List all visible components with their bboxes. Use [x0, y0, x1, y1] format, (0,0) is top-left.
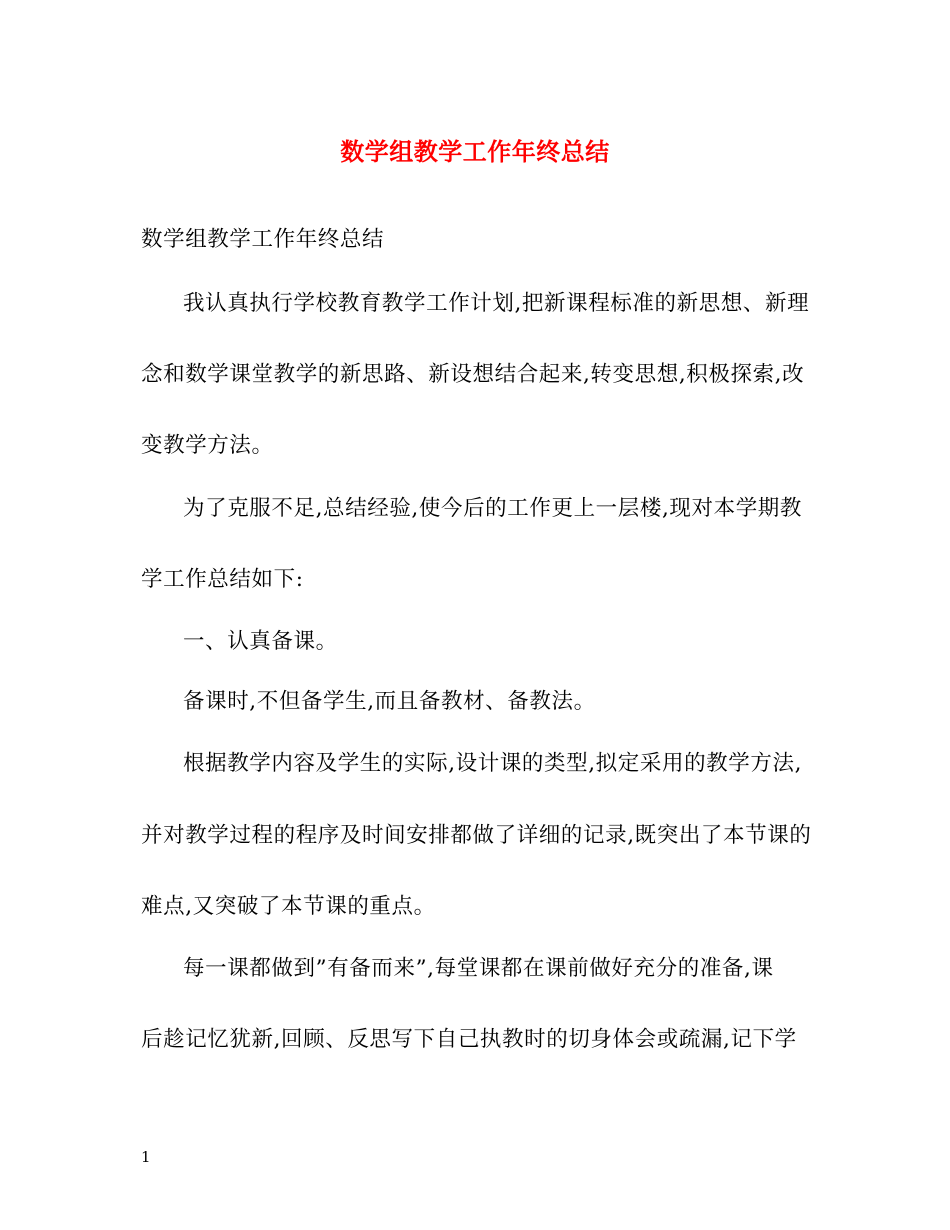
paragraph-line: 念和数学课堂教学的新思路、新设想结合起来,转变思想,积极探索,改 — [141, 362, 805, 387]
paragraph-line: 变教学方法。 — [141, 433, 274, 458]
paragraph-line: 并对教学过程的程序及时间安排都做了详细的记录,既突出了本节课的 — [141, 823, 812, 848]
paragraph-line: 我认真执行学校教育教学工作计划,把新课程标准的新思想、新理 — [183, 291, 810, 316]
section-heading: 一、认真备课。 — [183, 629, 338, 654]
paragraph-line: 根据教学内容及学生的实际,设计课的类型,拟定采用的教学方法, — [183, 751, 803, 776]
page-number: 1 — [141, 1148, 151, 1166]
paragraph-line: 每一课都做到”有备而来”,每堂课都在课前做好充分的准备,课 — [183, 956, 774, 981]
paragraph-line: 为了克服不足,总结经验,使今后的工作更上一层楼,现对本学期教 — [183, 496, 803, 521]
paragraph-line: 后趁记忆犹新,回顾、反思写下自己执教时的切身体会或疏漏,记下学 — [141, 1027, 797, 1052]
document-title: 数学组教学工作年终总结 — [340, 137, 610, 166]
paragraph-line: 难点,又突破了本节课的重点。 — [141, 894, 436, 919]
paragraph-line: 备课时,不但备学生,而且备教材、备教法。 — [183, 689, 596, 714]
paragraph-line: 学工作总结如下: — [141, 567, 304, 592]
subtitle-line: 数学组教学工作年终总结 — [141, 227, 385, 252]
